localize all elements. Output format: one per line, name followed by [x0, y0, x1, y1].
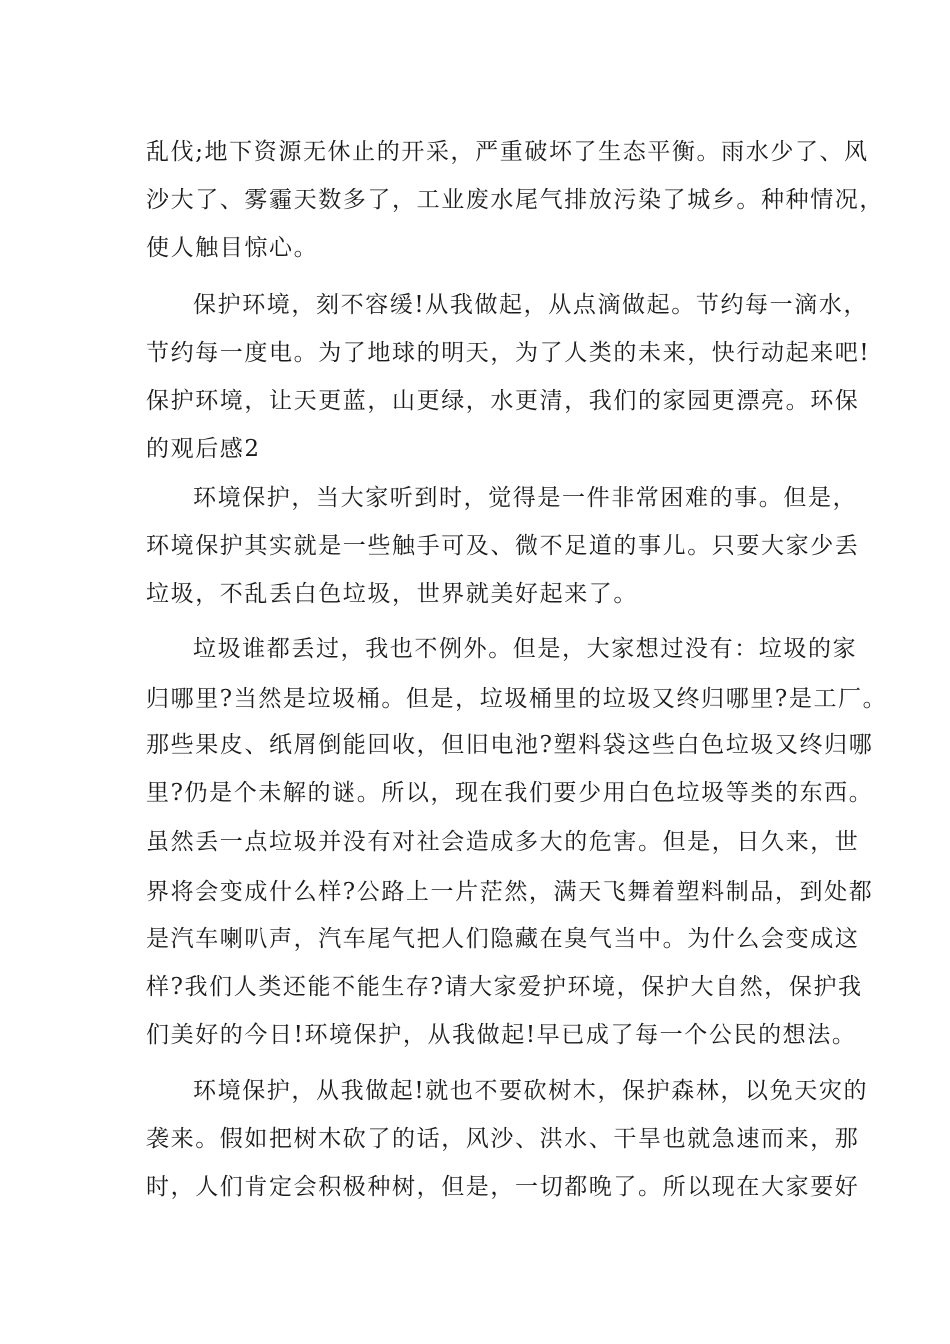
text-line: 那些果皮、纸屑倒能回收，但旧电池?塑料袋这些白色垃圾又终归哪 — [146, 732, 874, 758]
text-line: 是汽车喇叭声，汽车尾气把人们隐藏在臭气当中。为什么会变成这 — [146, 926, 860, 952]
text-line: 们美好的今日!环境保护，从我做起!早已成了每一个公民的想法。 — [146, 1022, 857, 1048]
text-line: 使人触目惊心。 — [146, 235, 319, 261]
text-line: 节约每一度电。为了地球的明天，为了人类的未来，快行动起来吧! — [146, 340, 871, 366]
text-line: 样?我们人类还能不能生存?请大家爱护环境，保护大自然，保护我 — [146, 974, 863, 1000]
text-line: 虽然丢一点垃圾并没有对社会造成多大的危害。但是，日久来，世 — [146, 829, 860, 855]
text-line: 保护环境，刻不容缓!从我做起，从点滴做起。节约每一滴水， — [193, 292, 869, 318]
text-line: 环境保护，当大家听到时，觉得是一件非常困难的事。但是， — [193, 485, 858, 511]
text-line: 里?仍是个未解的谜。所以，现在我们要少用白色垃圾等类的东西。 — [146, 780, 874, 806]
text-line: 环境保护其实就是一些触手可及、微不足道的事儿。只要大家少丢 — [146, 533, 860, 559]
text-line: 时，人们肯定会积极种树，但是，一切都晚了。所以现在大家要好 — [146, 1174, 860, 1200]
text-line: 乱伐;地下资源无休止的开采，严重破坏了生态平衡。雨水少了、风 — [146, 139, 869, 165]
text-line: 界将会变成什么样?公路上一片茫然，满天飞舞着塑料制品，到处都 — [146, 879, 874, 905]
text-line: 保护环境，让天更蓝，山更绿，水更清，我们的家园更漂亮。环保 — [146, 388, 860, 414]
text-line: 袭来。假如把树木砍了的话，风沙、洪水、干旱也就急速而来，那 — [146, 1126, 860, 1152]
text-line: 垃圾，不乱丢白色垃圾，世界就美好起来了。 — [146, 581, 638, 607]
text-line: 的观后感2 — [146, 436, 261, 462]
text-line: 垃圾谁都丢过，我也不例外。但是，大家想过没有：垃圾的家 — [193, 636, 858, 662]
text-line: 环境保护，从我做起!就也不要砍树木，保护森林，以免天灾的 — [193, 1078, 869, 1104]
text-line: 沙大了、雾霾天数多了，工业废水尾气排放污染了城乡。种种情况， — [146, 187, 884, 213]
text-line: 归哪里?当然是垃圾桶。但是，垃圾桶里的垃圾又终归哪里?是工厂。 — [146, 686, 888, 712]
